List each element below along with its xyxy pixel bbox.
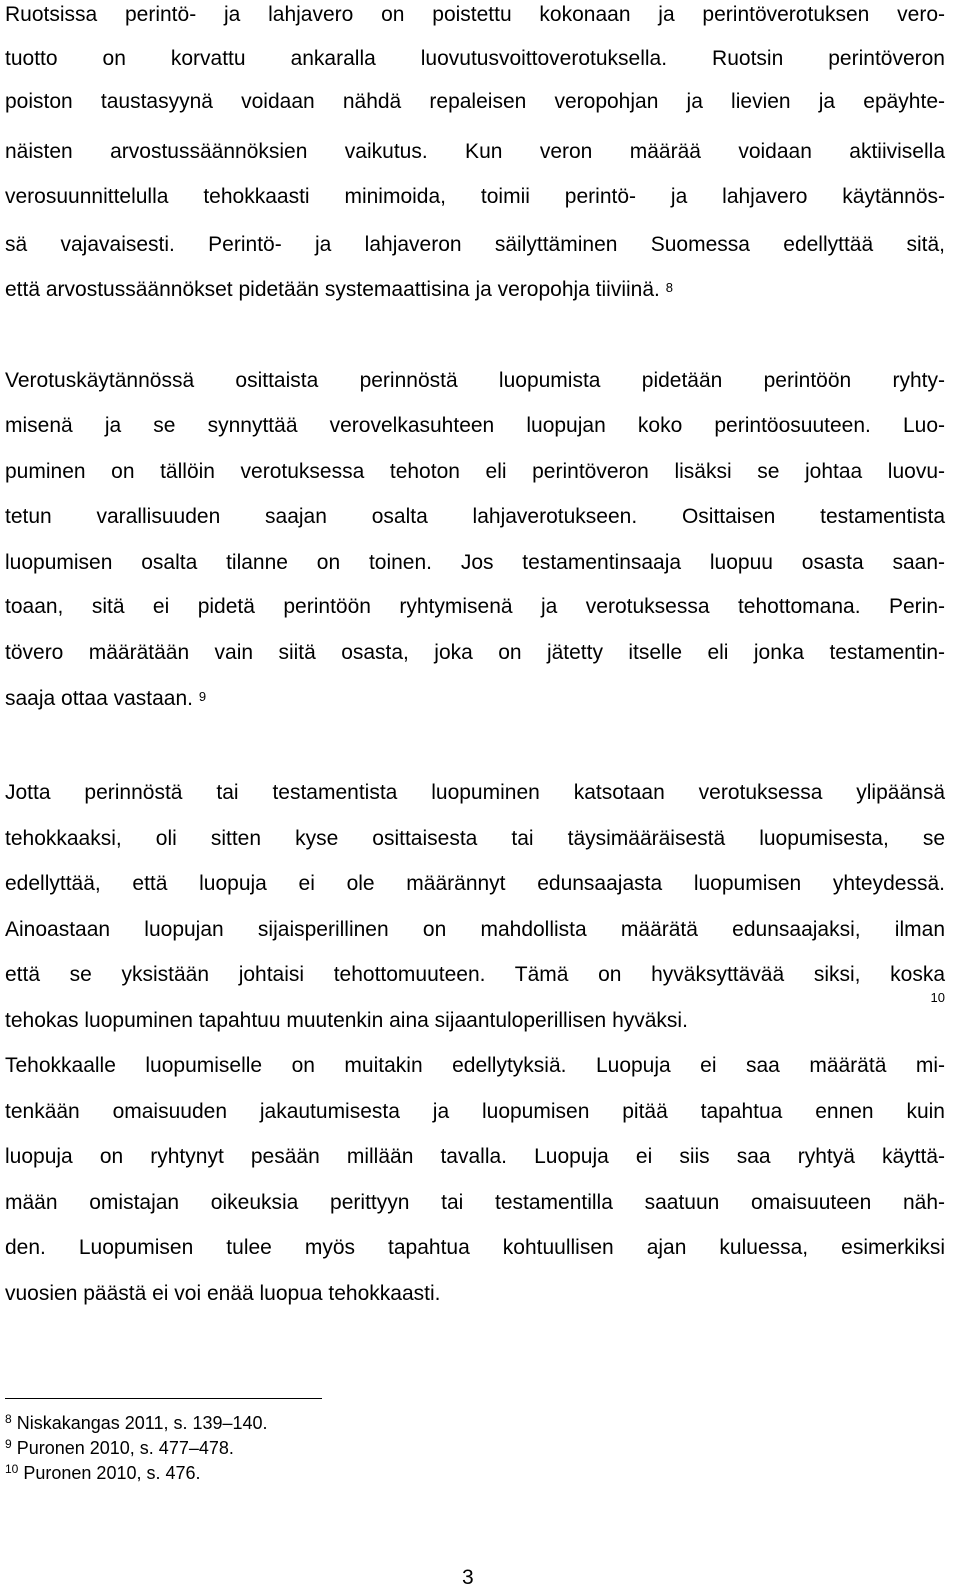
footnote-number: 10 [5, 1462, 19, 1476]
paragraph-line: Ruotsissa perintö- ja lahjavero on poistettu kokonaan ja perintöverotuksen vero- [5, 3, 945, 26]
footnote-10 [5, 1462, 201, 1484]
page-number: 3 [462, 1566, 474, 1589]
paragraph-line: tenkään omaisuuden jakautumisesta ja luopumisen pitää tapahtua ennen kuin [5, 1100, 945, 1123]
footnote-reference: 9 [198, 689, 207, 704]
paragraph-line: että se yksistään johtaisi tehottomuuteen. Tämä on hyväksyttävää siksi, koska [5, 963, 945, 986]
footnote-reference: 8 [665, 280, 673, 295]
paragraph-line-text: saaja ottaa vastaan. [5, 687, 193, 710]
paragraph-line: Jotta perinnöstä tai testamentista luopuminen katsotaan verotuksessa ylipäänsä [5, 781, 945, 804]
paragraph-line: näisten arvostussäännöksien vaikutus. Kun veron määrää voidaan aktiivisella [5, 140, 945, 163]
paragraph-line: sä vajavaisesti. Perintö- ja lahjaveron säilyttäminen Suomessa edellyttää sitä, [5, 233, 945, 256]
footnote-reference: 10 [930, 990, 945, 1005]
paragraph-line: luopumisen osalta tilanne on toinen. Jos testamentinsaaja luopuu osasta saan- [5, 551, 945, 574]
paragraph-line: tövero määrätään vain siitä osasta, joka on jätetty itselle eli jonka testamentin- [5, 641, 945, 664]
paragraph-line: edellyttää, että luopuja ei ole määrännyt edunsaajasta luopumisen yhteydessä. [5, 872, 945, 895]
footnote-text: Niskakangas 2011, s. 139–140. [16, 1413, 268, 1433]
footnote-8 [5, 1412, 268, 1434]
paragraph-line-text: tehokas luopuminen tapahtuu muutenkin aina sijaantuloperillisen hyväksi. [5, 1009, 688, 1032]
paragraph-line [5, 686, 945, 712]
paragraph-line: misenä ja se synnyttää verovelkasuhteen luopujan koko perintöosuuteen. Luo- [5, 414, 945, 437]
paragraph-line: Tehokkaalle luopumiselle on muitakin edellytyksiä. Luopuja ei saa määrätä mi- [5, 1054, 945, 1077]
footnote-9 [5, 1437, 234, 1459]
footnote-text: Puronen 2010, s. 477–478. [16, 1438, 234, 1458]
paragraph-line: verosuunnittelulla tehokkaasti minimoida, toimii perintö- ja lahjavero käytännös- [5, 185, 945, 208]
footnote-number: 8 [5, 1412, 12, 1426]
paragraph-line-text: että arvostussäännökset pidetään systemaattisina ja veropohja tiiviinä. [5, 278, 660, 301]
paragraph-line: Ainoastaan luopujan sijaisperillinen on mahdollista määrätä edunsaajaksi, ilman [5, 918, 945, 941]
paragraph-line [5, 990, 945, 1034]
paragraph-line: den. Luopumisen tulee myös tapahtua kohtuullisen ajan kuluessa, esimerkiksi [5, 1236, 945, 1259]
paragraph-line: luopuja on ryhtynyt pesään millään tavalla. Luopuja ei siis saa ryhtyä käyttä- [5, 1145, 945, 1168]
paragraph-line: tetun varallisuuden saajan osalta lahjaverotukseen. Osittaisen testamentista [5, 505, 945, 528]
paragraph-line: tuotto on korvattu ankaralla luovutusvoittoverotuksella. Ruotsin perintöveron [5, 47, 945, 70]
paragraph-line: tehokkaaksi, oli sitten kyse osittaisesta tai täysimääräisestä luopumisesta, se [5, 827, 945, 850]
paragraph-line [5, 277, 945, 303]
paragraph-line: poiston taustasyynä voidaan nähdä repaleisen veropohjan ja lievien ja epäyhte- [5, 90, 945, 113]
paragraph-line: mään omistajan oikeuksia perittyyn tai testamentilla saatuun omaisuuteen näh- [5, 1191, 945, 1214]
footnote-number: 9 [5, 1437, 12, 1451]
paragraph-line: vuosien päästä ei voi enää luopua tehokkaasti. [5, 1282, 441, 1305]
footnote-separator [5, 1398, 322, 1399]
paragraph-line: Verotuskäytännössä osittaista perinnöstä luopumista pidetään perintöön ryhty- [5, 369, 945, 392]
footnote-text: Puronen 2010, s. 476. [23, 1463, 201, 1483]
paragraph-line: toaan, sitä ei pidetä perintöön ryhtymisenä ja verotuksessa tehottomana. Perin- [5, 595, 945, 618]
paragraph-line: puminen on tällöin verotuksessa tehoton eli perintöveron lisäksi se johtaa luovu- [5, 460, 945, 483]
